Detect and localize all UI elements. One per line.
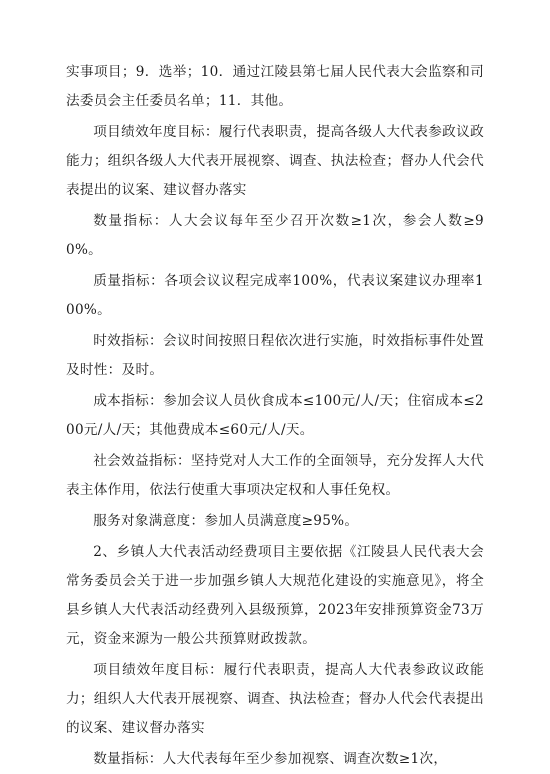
paragraph-4: 质量指标：各项会议议程完成率100%，代表议案建议办理率100%。 xyxy=(66,273,484,318)
paragraph-9: 2、乡镇人大代表活动经费项目主要依据《江陵县人民代表大会常务委员会关于进一步加强乡镇人大规范化建设的实施意见》，将全县乡镇人大代表活动经费列入县级预算，2023年安排预算资金73万元，资金来源为一般公共预算财政拨款。 xyxy=(66,544,484,647)
paragraph-8: 服务对象满意度：参加人员满意度≥95%。 xyxy=(93,513,359,529)
paragraph-10: 项目绩效年度目标：履行代表职责，提高人大代表参政议政能力；组织人大代表开展视察、调查、执法检查；督办人代会代表提出的议案、建议督办落实 xyxy=(66,662,484,736)
paragraph-11: 数量指标：人大代表每年至少参加视察、调查次数≥1次， xyxy=(93,751,448,767)
paragraph-1: 实事项目；9．选举；10．通过江陵县第七届人民代表大会监察和司法委员会主任委员名单；11．其他。 xyxy=(66,64,484,109)
paragraph-5: 时效指标：会议时间按照日程依次进行实施，时效指标事件处置及时性：及时。 xyxy=(66,333,484,378)
paragraph-3: 数量指标：人大会议每年至少召开次数≥1次，参会人数≥90%。 xyxy=(66,213,484,258)
paragraph-7: 社会效益指标：坚持党对人大工作的全面领导，充分发挥人大代表主体作用，依法行使重大事项决定权和人事任免权。 xyxy=(66,453,484,498)
paragraph-6: 成本指标：参加会议人员伙食成本≤100元/人/天；住宿成本≤200元/人/天；其他费成本≤60元/人/天。 xyxy=(66,393,484,438)
paragraph-2: 项目绩效年度目标：履行代表职责，提高各级人大代表参政议政能力；组织各级人大代表开展视察、调查、执法检查；督办人代会代表提出的议案、建议督办落实 xyxy=(66,124,484,198)
